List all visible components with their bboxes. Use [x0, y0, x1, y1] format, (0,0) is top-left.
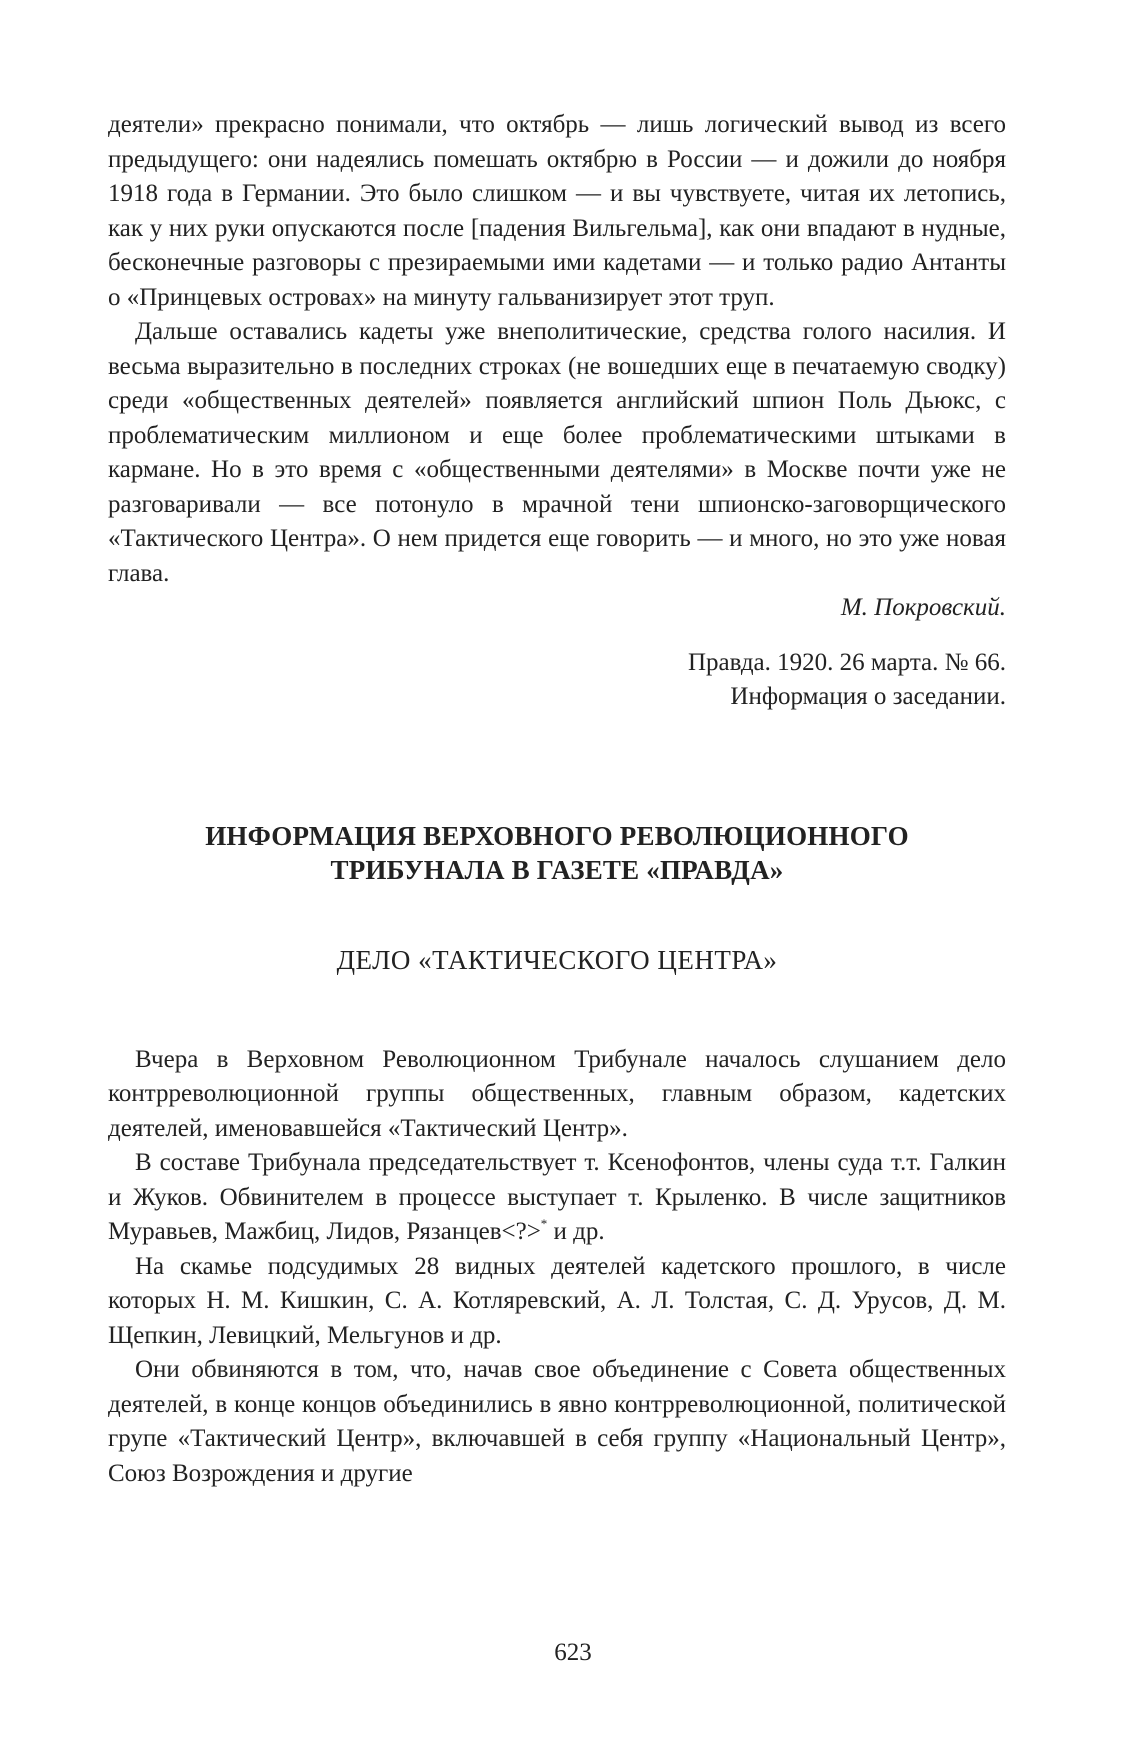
intro-paragraph-1: деятели» прекрасно понимали, что октябрь — лишь логический вывод из всего предыдущего: они надеялись помешать октябрю в России — и дожили до ноября 1918 года в Германии. Это было слишком — и вы чувствуете, читая их летопись, как у них руки опускаются после [падения Вильгельма], как они впадают в нудные, бесконечные разговоры с презираемыми ими кадетами — и только радио Антанты о «Принцевых островах» на минуту гальванизирует этот труп. — [108, 111, 1006, 311]
defender-name-uncertain: Рязанцев<?> — [406, 1218, 541, 1245]
document-page — [108, 108, 1006, 1491]
footnote-marker: * — [540, 1216, 548, 1231]
section-paragraph-2-text: В составе Трибунала председательствует т. Ксенофонтов, члены суда т.т. Галкин и Жуков. Обвинителем в процессе выступает т. Крыленко. В числе защитников Муравьев, Мажбиц, Лидов, — [108, 1149, 1006, 1245]
section-paragraph-2 — [108, 1146, 1006, 1250]
source-citation-line-1: Правда. 1920. 26 марта. № 66. — [688, 648, 1006, 676]
section-paragraph-2-end: и др. — [547, 1218, 605, 1245]
section-subtitle: ДЕЛО «ТАКТИЧЕСКОГО ЦЕНТРА» — [336, 944, 778, 975]
section-title-line-1: ИНФОРМАЦИЯ ВЕРХОВНОГО РЕВОЛЮЦИОННОГО — [205, 820, 909, 851]
page-number: 623 — [554, 1639, 592, 1666]
section-paragraph-4: Они обвиняются в том, что, начав свое объединение с Совета общественных деятелей, в конце концов объединились в явно контрреволюционной, политической групе «Тактический Центр», включавшей в себя группу «Национальный Центр», Союз Возрождения и другие — [108, 1356, 1006, 1487]
section-title-line-2: ТРИБУНАЛА В ГАЗЕТЕ «ПРАВДА» — [330, 854, 784, 885]
source-citation-line-2: Информация о заседании. — [730, 683, 1006, 710]
section-body — [108, 1043, 1006, 1492]
section-paragraph-1: Вчера в Верховном Революционном Трибунале началось слушанием дело контрреволюционной группы общественных, главным образом, кадетских деятелей, именовавшейся «Тактический Центр». — [108, 1045, 1006, 1142]
section-paragraph-3: На скамье подсудимых 28 видных деятелей кадетского прошлого, в числе которых Н. М. Кишкин, С. А. Котляревский, А. Л. Толстая, С. Д. Урусов, Д. М. Щепкин, Левицкий, Мельгунов и др. — [108, 1252, 1006, 1349]
source-citation — [108, 646, 1006, 715]
section-title — [108, 819, 1006, 887]
author-signature: М. Покровский. — [840, 594, 1006, 621]
intro-paragraph-2: Дальше оставались кадеты уже внеполитические, средства голого насилия. И весьма выразительно в последних строках (не вошедших еще в печатаемую сводку) среди «общественных деятелей» появляется английский шпион Поль Дьюкс, с проблематическим миллионом и еще более проблематическими штыками в кармане. Но в это время с «общественными деятелями» в Москве почти уже не разговаривали — все потонуло в мрачной тени шпионско-заговорщического «Тактического Центра». О нем придется еще говорить — и много, но это уже новая глава. — [108, 318, 1006, 587]
